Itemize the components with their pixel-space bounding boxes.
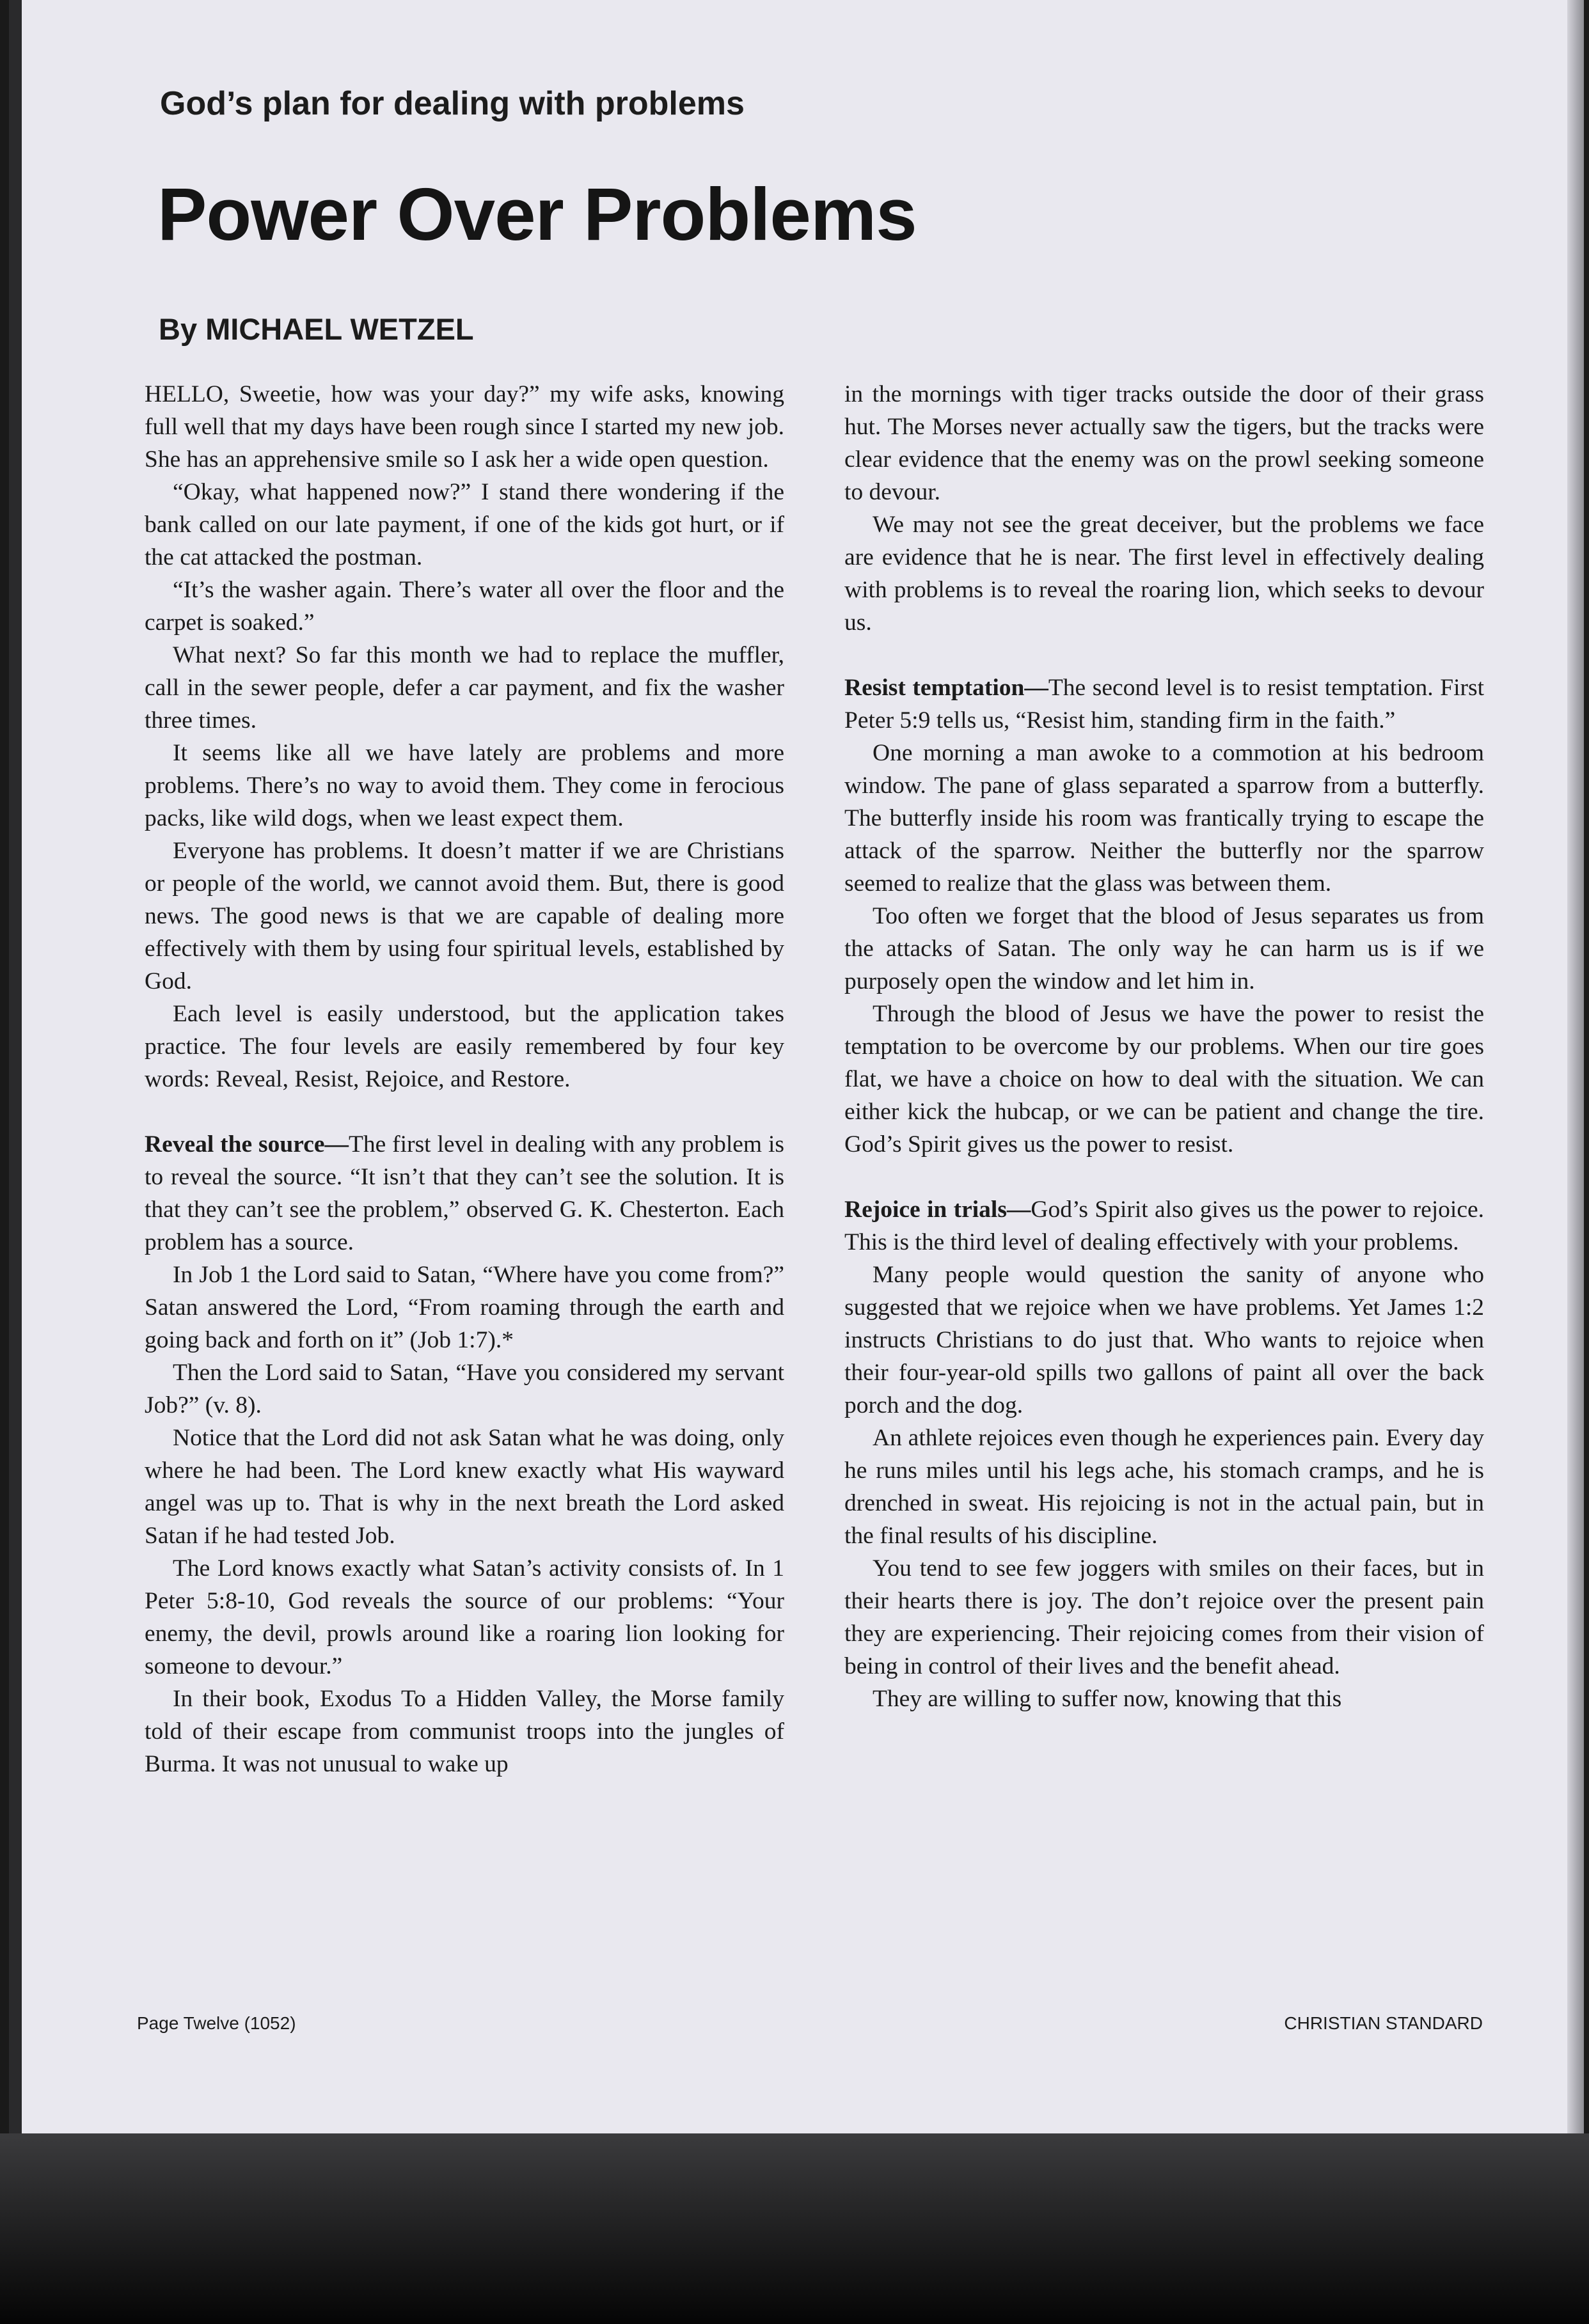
- paragraph: Then the Lord said to Satan, “Have you considered my servant Job?” (v. 8).: [145, 1360, 784, 1418]
- paragraph: “It’s the washer again. There’s water all over the floor and the carpet is soaked.”: [145, 577, 784, 636]
- paragraph: An athlete rejoices even though he experiences pain. Every day he runs miles until his legs ache, his stomach cramps, and he is drenched in sweat. His rejoicing is not in the actual pain, but in the final results of his discipline.: [844, 1425, 1484, 1549]
- paragraph: What next? So far this month we had to replace the muffler, call in the sewer people, defer a car payment, and fix the washer three times.: [145, 642, 784, 734]
- article-kicker: God’s plan for dealing with problems: [160, 85, 745, 122]
- paragraph: Many people would question the sanity of anyone who suggested that we rejoice when we have problems. Yet James 1:2 instructs Christians to do just that. Who wants to rejoice when their four-year-old spills two gallons of paint all over the back porch and the dog.: [844, 1262, 1484, 1418]
- subhead-reveal: Reveal the source—: [145, 1131, 349, 1158]
- paragraph-text: The second level is to resist temptation. First Peter 5:9 tells us, “Resist him, standing firm in the faith.”: [844, 675, 1484, 734]
- article-headline: Power Over Problems: [157, 173, 917, 256]
- paragraph: It seems like all we have lately are problems and more problems. There’s no way to avoid them. They come in ferocious packs, like wild dogs, when we least expect them.: [145, 740, 784, 831]
- paragraph: We may not see the great deceiver, but the problems we face are evidence that he is near. The first level in effectively dealing with problems is to reveal the roaring lion, which seeks to devour us.: [844, 512, 1484, 636]
- paragraph: Through the blood of Jesus we have the power to resist the temptation to be overcome by our problems. When our tire goes flat, we have a choice on how to deal with the situation. We can either kick the hubcap, or we can be patient and change the tire. God’s Spirit gives us the power to resist.: [844, 1001, 1484, 1158]
- paragraph: One morning a man awoke to a commotion at his bedroom window. The pane of glass separated a sparrow from a butterfly. The butterfly inside his room was frantically trying to escape the attack of the sparrow. Neither the butterfly nor the sparrow seemed to realize that the glass was between them.: [844, 740, 1484, 897]
- left-column: [145, 378, 784, 1780]
- section-paragraph-rejoice: [844, 1193, 1484, 1259]
- magazine-page: [9, 0, 1584, 2136]
- right-column: [844, 378, 1484, 1715]
- publication-name: CHRISTIAN STANDARD: [1284, 2013, 1483, 2033]
- binding-spine: [9, 0, 22, 2136]
- paragraph: Everyone has problems. It doesn’t matter if we are Christians or people of the world, we cannot avoid them. But, there is good news. The good news is that we are capable of dealing more effectively with them by using four spiritual levels, established by God.: [145, 838, 784, 994]
- dark-background: [0, 2133, 1589, 2324]
- paragraph: In Job 1 the Lord said to Satan, “Where have you come from?” Satan answered the Lord, “From roaming through the earth and going back and forth on it” (Job 1:7).*: [145, 1262, 784, 1353]
- article-byline: By MICHAEL WETZEL: [159, 312, 474, 346]
- page-number: Page Twelve (1052): [137, 2013, 296, 2033]
- paragraph: “Okay, what happened now?” I stand there wondering if the bank called on our late payment, if one of the kids got hurt, or if the cat attacked the postman.: [145, 479, 784, 570]
- paragraph: Notice that the Lord did not ask Satan what he was doing, only where he had been. The Lord knew exactly what His wayward angel was up to. That is why in the next breath the Lord asked Satan if he had tested Job.: [145, 1425, 784, 1549]
- paragraph: You tend to see few joggers with smiles on their faces, but in their hearts there is joy. The don’t rejoice over the present pain they are experiencing. Their rejoicing comes from their vision of being in control of their lives and the benefit ahead.: [844, 1555, 1484, 1679]
- section-paragraph-resist: [844, 671, 1484, 737]
- paragraph-text: The first level in dealing with any problem is to reveal the source. “It isn’t that they can’t see the solution. It is that they can’t see the problem,” observed G. K. Chesterton. Each problem has a source.: [145, 1131, 784, 1255]
- paragraph: They are willing to suffer now, knowing that this: [873, 1686, 1342, 1712]
- subhead-rejoice: Rejoice in trials—: [844, 1197, 1031, 1223]
- subhead-resist: Resist temptation—: [844, 675, 1048, 701]
- page-edge: [1567, 0, 1584, 2136]
- paragraph-continued: in the mornings with tiger tracks outside the door of their grass hut. The Morses never actually saw the tigers, but the tracks were clear evidence that the enemy was on the prowl seeking someone to devour.: [844, 381, 1484, 505]
- paragraph: In their book, Exodus To a Hidden Valley, the Morse family told of their escape from communist troops into the jungles of Burma. It was not unusual to wake up: [145, 1686, 784, 1777]
- paragraph: HELLO, Sweetie, how was your day?” my wife asks, knowing full well that my days have been rough since I started my new job. She has an apprehensive smile so I ask her a wide open question.: [145, 381, 784, 473]
- paragraph: The Lord knows exactly what Satan’s activity consists of. In 1 Peter 5:8-10, God reveals the source of our problems: “Your enemy, the devil, prowls around like a roaring lion looking for someone to devour.”: [145, 1555, 784, 1679]
- paragraph: Too often we forget that the blood of Jesus separates us from the attacks of Satan. The only way he can harm us is if we purposely open the window and let him in.: [844, 903, 1484, 994]
- paragraph-text: God’s Spirit also gives us the power to rejoice. This is the third level of dealing effectively with your problems.: [844, 1197, 1484, 1255]
- section-paragraph-reveal: [145, 1128, 784, 1259]
- paragraph: Each level is easily understood, but the application takes practice. The four levels are easily remembered by four key words: Reveal, Resist, Rejoice, and Restore.: [145, 1001, 784, 1092]
